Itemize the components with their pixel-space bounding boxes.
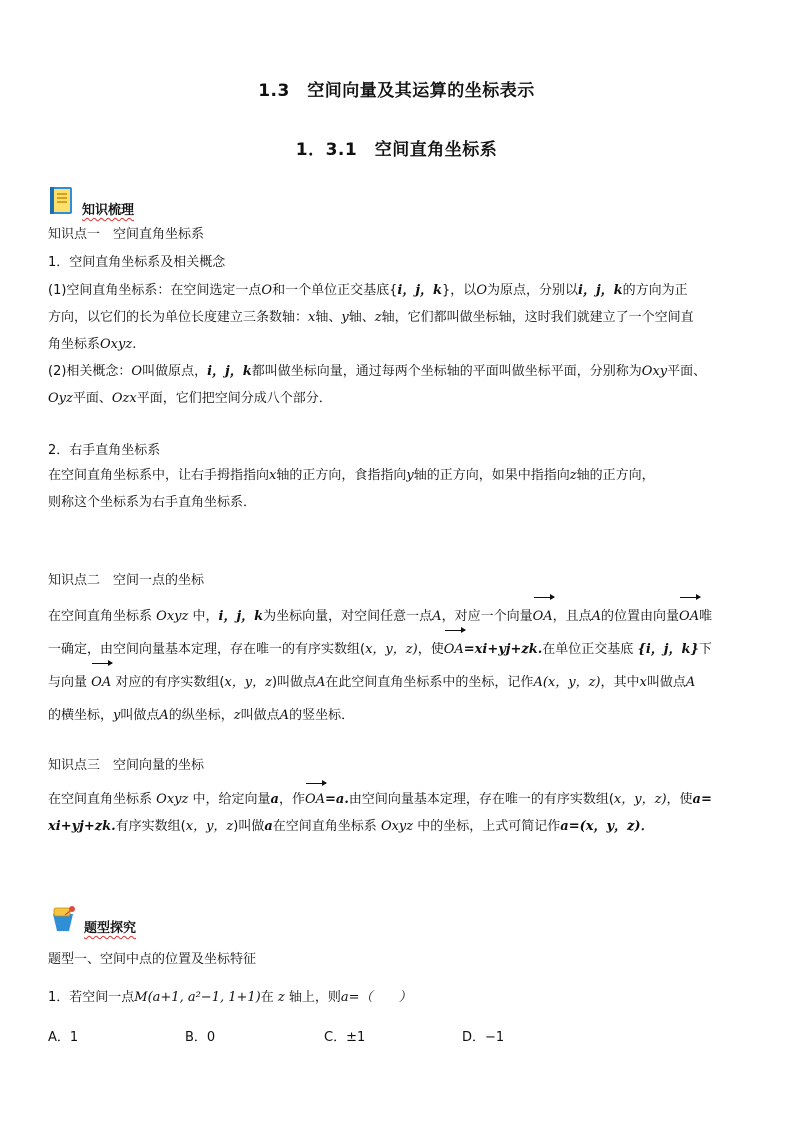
k1-p3-line1: 在空间直角坐标系中，让右手拇指指向x轴的正方向，食指指向y轴的正方向，如果中指指向z轴的正方向， [48,468,655,483]
question-types-header [48,906,136,938]
k2-line3: 与向量 OA 对应的有序实数组(x，y，z)叫做点A在此空间直角坐标系中的坐标，记作A(x，y，z)，其中x叫做点A [48,666,748,699]
k1-p2-line2: Oyz平面、Ozx平面，它们把空间分成八个部分． [48,391,332,406]
section-title: 1.3 空间向量及其运算的坐标表示 [258,81,535,101]
knowledge-point-2-heading: 知识点二 空间一点的坐标 [48,573,205,588]
k2-line2: 一确定，由空间向量基本定理，存在唯一的有序实数组(x，y，z)，使OA=xi+yj+zk.在单位正交基底 {i，j，k}下 [48,633,748,666]
question-1-expression: M(a+1, a²−1, 1+1) [134,990,261,1005]
knowledge-point-1-heading: 知识点一 空间直角坐标系 [48,227,205,242]
choice-d[interactable]: D．−1 [462,1030,505,1045]
k1-paragraph-2 [48,358,748,412]
k1-p1-line2: 方向，以它们的长为单位长度建立三条数轴：x轴、y轴、z轴，它们都叫做坐标轴，这时我们就建立了一个空间直 [48,310,694,325]
k1-item1-heading: 1．空间直角坐标系及相关概念 [48,255,226,270]
k1-p1-line1: (1)空间直角坐标系：在空间选定一点O和一个单位正交基底{i，j，k}，以O为原点，分别以i，j，k的方向为正 [48,283,688,298]
k2-line1: 在空间直角坐标系 Oxyz 中，i，j，k为坐标向量，对空间任意一点A，对应一个向量OA，且点A的位置由向量OA唯 [48,600,748,633]
k1-paragraph-3 [48,462,748,516]
k3-line2: xi+yj+zk.有序实数组(x，y，z)叫做a在空间直角坐标系 Oxyz 中的坐标，上式可简记作a=(x，y，z)． [48,819,654,834]
question-types-label: 题型探究 [84,921,137,936]
k1-p2-line1: (2)相关概念：O叫做原点，i，j，k都叫做坐标向量，通过每两个坐标轴的平面叫做坐标平面，分别称为Oxy平面、 [48,364,707,379]
k1-paragraph-1 [48,277,748,358]
pointer-icon [48,904,78,938]
choice-c[interactable]: C．±1 [324,1030,366,1045]
k2-line4: 的横坐标，y叫做点A的纵坐标，z叫做点A的竖坐标． [48,708,355,723]
type-1-heading: 题型一、空间中点的位置及坐标特征 [48,952,257,967]
knowledge-summary-label: 知识梳理 [82,203,135,218]
book-icon [48,186,76,220]
k1-p3-line2: 则称这个坐标系为右手直角坐标系． [48,495,257,510]
k1-p1-line3: 角坐标系Oxyz. [48,337,137,352]
knowledge-summary-header [48,188,134,220]
question-1: 1．若空间一点M(a+1, a²−1, 1+1)在 z 轴上，则a=（ ） [48,990,412,1005]
k1-item2-heading: 2．右手直角坐标系 [48,443,161,458]
k3-paragraph [48,786,748,840]
choice-a[interactable]: A．1 [48,1030,79,1045]
subsection-title: 1．3.1 空间直角坐标系 [295,140,498,160]
choice-b[interactable]: B．0 [185,1030,216,1045]
k2-paragraph [48,600,748,732]
k3-line1: 在空间直角坐标系 Oxyz 中，给定向量a，作OA=a.由空间向量基本定理，存在唯一的有序实数组(x，y，z)，使a= [48,786,748,813]
knowledge-point-3-heading: 知识点三 空间向量的坐标 [48,758,205,773]
question-1-choices [48,1026,568,1044]
